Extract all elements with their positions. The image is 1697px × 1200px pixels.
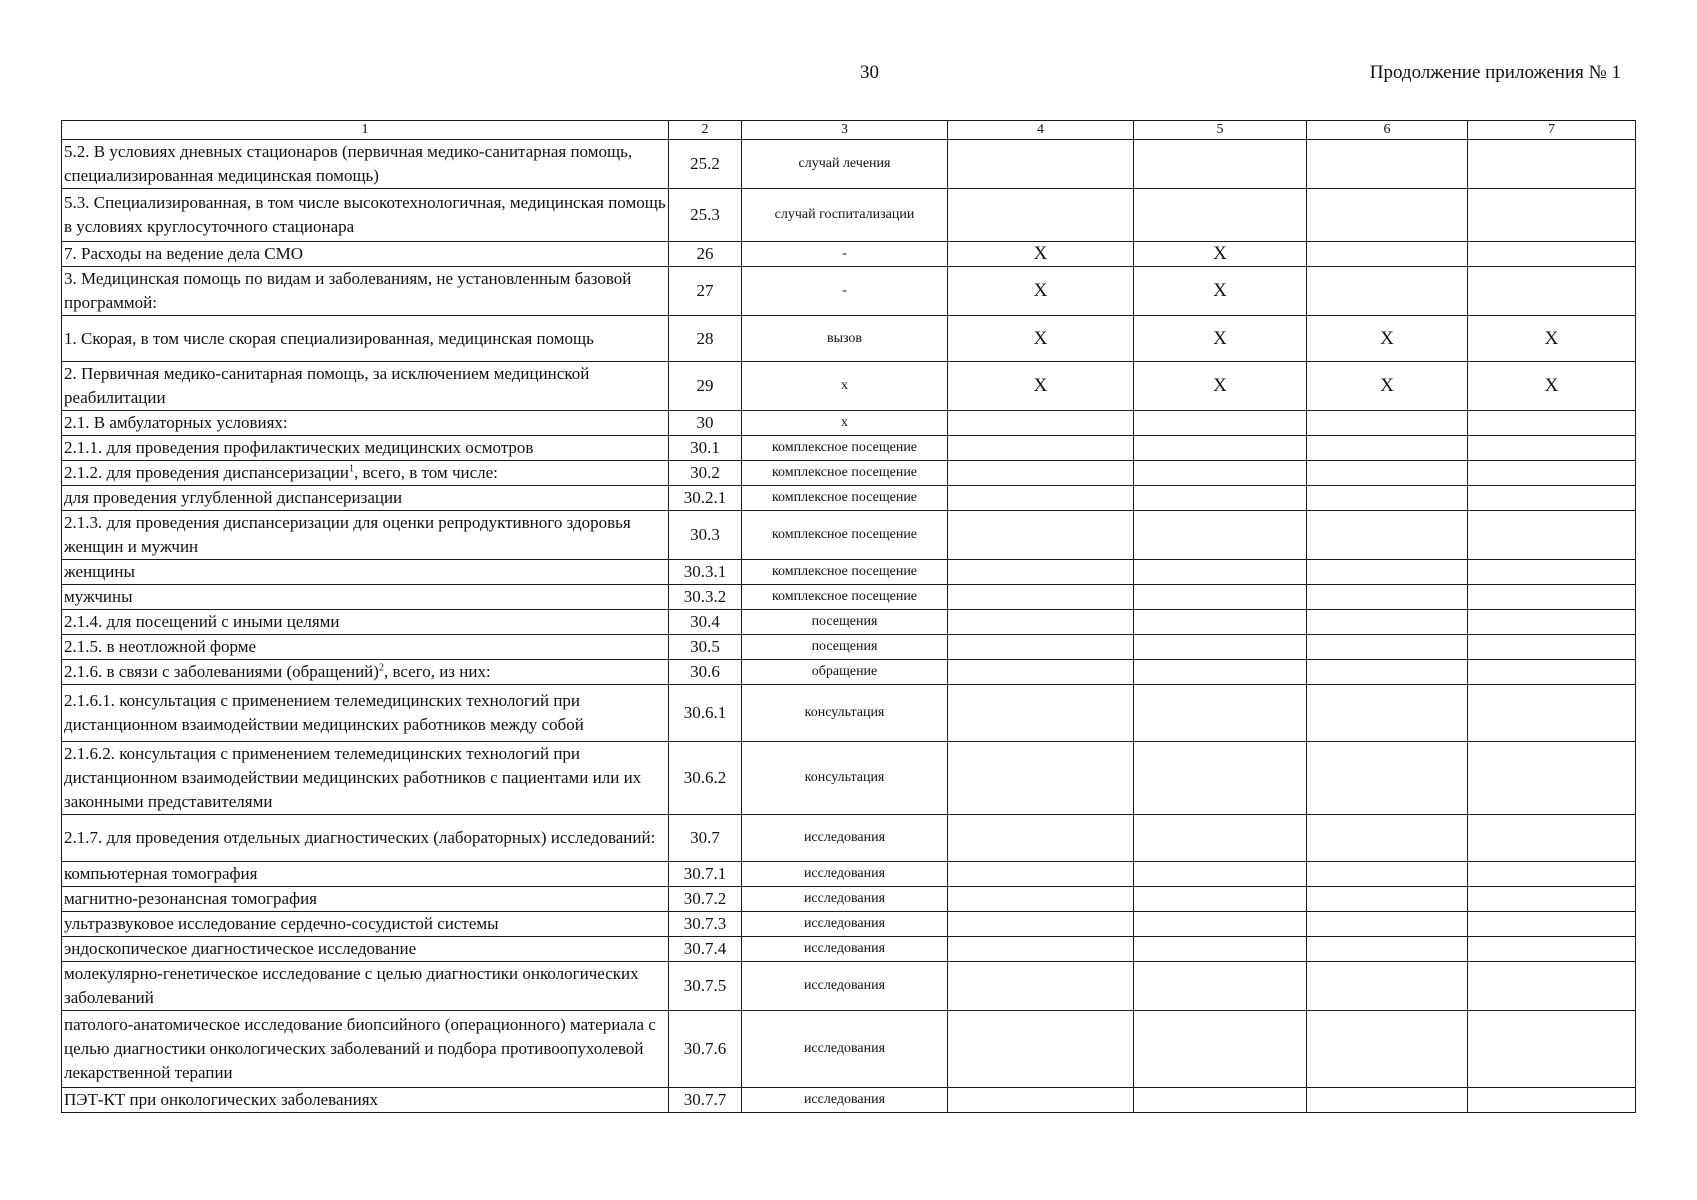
row-value-c6 — [1307, 610, 1468, 635]
row-code: 30.6.2 — [669, 742, 742, 815]
row-name: 2.1.5. в неотложной форме — [64, 637, 257, 656]
row-value-c6 — [1307, 635, 1468, 660]
row-code: 25.2 — [669, 140, 742, 189]
row-value-c7 — [1468, 1088, 1636, 1113]
row-value-c7 — [1468, 189, 1636, 242]
row-name: 2.1.6. в связи с заболеваниями (обращений) — [64, 662, 379, 681]
row-value-c4: X — [948, 362, 1134, 411]
table-row — [62, 267, 1636, 316]
row-value-c4 — [948, 511, 1134, 560]
row-unit: исследования — [742, 862, 948, 887]
row-name: ПЭТ-КТ при онкологических заболеваниях — [64, 1090, 379, 1109]
row-value-c4 — [948, 486, 1134, 511]
row-name-cell — [62, 912, 669, 937]
table-row — [62, 461, 1636, 486]
page-number: 30 — [860, 62, 879, 83]
row-value-c6 — [1307, 461, 1468, 486]
data-table — [61, 120, 1636, 1113]
row-value-c7 — [1468, 815, 1636, 862]
table-row — [62, 242, 1636, 267]
row-value-c6 — [1307, 937, 1468, 962]
row-name: 5.3. Специализированная, в том числе высокотехнологичная, медицинская помощь в условиях круглосуточного стационара — [64, 193, 666, 236]
row-value-c5 — [1134, 411, 1307, 436]
row-value-c6 — [1307, 436, 1468, 461]
row-value-c7 — [1468, 1011, 1636, 1088]
row-value-c4 — [948, 685, 1134, 742]
row-value-c4 — [948, 585, 1134, 610]
row-name: 7. Расходы на ведение дела СМО — [64, 244, 304, 263]
row-code: 29 — [669, 362, 742, 411]
row-name: 2.1.7. для проведения отдельных диагностических (лабораторных) исследований: — [64, 828, 656, 847]
row-value-c6 — [1307, 815, 1468, 862]
table-row — [62, 511, 1636, 560]
row-unit: обращение — [742, 660, 948, 685]
row-code: 30.7.1 — [669, 862, 742, 887]
row-name-continuation: , всего, из них: — [383, 662, 491, 681]
table-row — [62, 140, 1636, 189]
row-value-c7 — [1468, 685, 1636, 742]
row-value-c6 — [1307, 486, 1468, 511]
row-name: мужчины — [64, 587, 133, 606]
row-code: 30.7.3 — [669, 912, 742, 937]
row-value-c7: X — [1468, 362, 1636, 411]
row-name: 3. Медицинская помощь по видам и заболеваниям, не установленным базовой программой: — [64, 269, 632, 312]
row-value-c5 — [1134, 962, 1307, 1011]
row-value-c5 — [1134, 635, 1307, 660]
row-value-c7 — [1468, 242, 1636, 267]
table-row — [62, 660, 1636, 685]
row-value-c7 — [1468, 560, 1636, 585]
row-value-c4 — [948, 610, 1134, 635]
table-row — [62, 362, 1636, 411]
row-code: 30.7.2 — [669, 887, 742, 912]
row-name-cell — [62, 685, 669, 742]
column-header-1: 1 — [62, 121, 669, 140]
row-name-cell — [62, 862, 669, 887]
row-name: 2.1.3. для проведения диспансеризации для оценки репродуктивного здоровья женщин и мужчин — [64, 513, 631, 556]
row-value-c4: X — [948, 267, 1134, 316]
row-name-cell — [62, 486, 669, 511]
row-value-c4 — [948, 1011, 1134, 1088]
row-name-cell — [62, 887, 669, 912]
table-row — [62, 685, 1636, 742]
row-value-c6 — [1307, 511, 1468, 560]
row-name: 2.1.1. для проведения профилактических медицинских осмотров — [64, 438, 534, 457]
row-name: 2. Первичная медико-санитарная помощь, за исключением медицинской реабилитации — [64, 364, 590, 407]
row-value-c7 — [1468, 742, 1636, 815]
row-value-c4 — [948, 411, 1134, 436]
row-name-cell — [62, 660, 669, 685]
row-unit: х — [742, 362, 948, 411]
row-value-c7: X — [1468, 316, 1636, 362]
row-code: 28 — [669, 316, 742, 362]
row-value-c7 — [1468, 267, 1636, 316]
row-value-c6 — [1307, 660, 1468, 685]
row-value-c5 — [1134, 1011, 1307, 1088]
row-name-cell — [62, 242, 669, 267]
row-value-c4 — [948, 140, 1134, 189]
row-value-c7 — [1468, 635, 1636, 660]
row-value-c5 — [1134, 189, 1307, 242]
row-value-c5 — [1134, 937, 1307, 962]
row-value-c6 — [1307, 560, 1468, 585]
row-value-c5 — [1134, 585, 1307, 610]
row-value-c6 — [1307, 962, 1468, 1011]
row-value-c7 — [1468, 887, 1636, 912]
table-row — [62, 742, 1636, 815]
row-unit: - — [742, 267, 948, 316]
row-value-c4 — [948, 887, 1134, 912]
row-code: 26 — [669, 242, 742, 267]
row-value-c4: X — [948, 316, 1134, 362]
row-value-c5 — [1134, 815, 1307, 862]
table-row — [62, 635, 1636, 660]
row-value-c5: X — [1134, 242, 1307, 267]
row-code: 27 — [669, 267, 742, 316]
row-value-c5 — [1134, 660, 1307, 685]
row-value-c5 — [1134, 436, 1307, 461]
row-value-c6 — [1307, 140, 1468, 189]
row-value-c7 — [1468, 610, 1636, 635]
row-unit: исследования — [742, 887, 948, 912]
row-value-c5 — [1134, 685, 1307, 742]
row-name: 1. Скорая, в том числе скорая специализированная, медицинская помощь — [64, 328, 594, 348]
row-name-cell — [62, 267, 669, 316]
row-unit: случай лечения — [742, 140, 948, 189]
table-row — [62, 962, 1636, 1011]
row-unit: исследования — [742, 815, 948, 862]
row-name: молекулярно-генетическое исследование с целью диагностики онкологических заболеваний — [64, 964, 639, 1007]
row-unit: исследования — [742, 1088, 948, 1113]
row-name: женщины — [64, 562, 135, 581]
table-row — [62, 912, 1636, 937]
column-header-3: 3 — [742, 121, 948, 140]
row-name-cell — [62, 362, 669, 411]
row-code: 30.3.1 — [669, 560, 742, 585]
row-name-cell — [62, 937, 669, 962]
appendix-continuation-note: Продолжение приложения № 1 — [1369, 62, 1621, 83]
footnote-marker: 2 — [378, 662, 384, 674]
row-value-c6 — [1307, 189, 1468, 242]
row-value-c4 — [948, 1088, 1134, 1113]
row-unit: комплексное посещение — [742, 461, 948, 486]
row-name: патолого-анатомическое исследование биопсийного (операционного) материала с целью диагностики онкологических заболеваний и подбора противоопухолевой лекарственной терапии — [64, 1015, 656, 1082]
row-name: для проведения углубленной диспансеризации — [64, 488, 403, 507]
row-name: эндоскопическое диагностическое исследование — [64, 939, 417, 958]
row-unit: посещения — [742, 635, 948, 660]
row-name-cell — [62, 610, 669, 635]
row-name-cell — [62, 316, 669, 362]
row-unit: комплексное посещение — [742, 436, 948, 461]
row-name-cell — [62, 140, 669, 189]
row-value-c7 — [1468, 411, 1636, 436]
row-code: 30.3 — [669, 511, 742, 560]
row-value-c6 — [1307, 742, 1468, 815]
row-value-c5 — [1134, 887, 1307, 912]
column-header-7: 7 — [1468, 121, 1636, 140]
row-unit: исследования — [742, 962, 948, 1011]
row-value-c5 — [1134, 610, 1307, 635]
row-value-c7 — [1468, 140, 1636, 189]
row-name-cell — [62, 189, 669, 242]
row-value-c6 — [1307, 685, 1468, 742]
row-unit: посещения — [742, 610, 948, 635]
row-value-c4 — [948, 560, 1134, 585]
row-code: 30.2.1 — [669, 486, 742, 511]
row-name-cell — [62, 1011, 669, 1088]
row-name-cell — [62, 461, 669, 486]
table-row — [62, 486, 1636, 511]
row-value-c7 — [1468, 585, 1636, 610]
row-value-c6 — [1307, 585, 1468, 610]
row-value-c6: X — [1307, 316, 1468, 362]
row-code: 30 — [669, 411, 742, 436]
row-name: 2.1.2. для проведения диспансеризации — [64, 463, 349, 482]
row-value-c6 — [1307, 862, 1468, 887]
row-value-c6 — [1307, 1011, 1468, 1088]
row-name-cell — [62, 635, 669, 660]
row-unit: комплексное посещение — [742, 560, 948, 585]
table-row — [62, 585, 1636, 610]
row-value-c5: X — [1134, 267, 1307, 316]
row-value-c5: X — [1134, 362, 1307, 411]
row-name: магнитно-резонансная томография — [64, 889, 317, 908]
row-value-c7 — [1468, 962, 1636, 1011]
row-value-c4 — [948, 635, 1134, 660]
row-value-c5 — [1134, 461, 1307, 486]
row-code: 30.7 — [669, 815, 742, 862]
row-value-c4 — [948, 862, 1134, 887]
table-row — [62, 815, 1636, 862]
row-value-c5 — [1134, 912, 1307, 937]
row-value-c4 — [948, 742, 1134, 815]
row-value-c5: X — [1134, 316, 1307, 362]
row-value-c4 — [948, 912, 1134, 937]
row-name: 2.1.6.1. консультация с применением телемедицинских технологий при дистанционном взаимодействии медицинских работников между собой — [64, 691, 584, 734]
row-value-c4 — [948, 962, 1134, 1011]
row-value-c4 — [948, 461, 1134, 486]
row-unit: вызов — [742, 316, 948, 362]
row-code: 25.3 — [669, 189, 742, 242]
row-value-c4: X — [948, 242, 1134, 267]
table-row — [62, 189, 1636, 242]
row-value-c5 — [1134, 511, 1307, 560]
row-code: 30.6 — [669, 660, 742, 685]
row-code: 30.4 — [669, 610, 742, 635]
row-value-c6 — [1307, 887, 1468, 912]
column-header-row — [62, 121, 1636, 140]
row-code: 30.7.6 — [669, 1011, 742, 1088]
row-name-cell — [62, 815, 669, 862]
row-unit: консультация — [742, 685, 948, 742]
row-value-c5 — [1134, 486, 1307, 511]
row-code: 30.6.1 — [669, 685, 742, 742]
row-unit: комплексное посещение — [742, 486, 948, 511]
row-value-c4 — [948, 815, 1134, 862]
table-row — [62, 887, 1636, 912]
table-row — [62, 560, 1636, 585]
row-name: ультразвуковое исследование сердечно-сосудистой системы — [64, 914, 499, 933]
row-name-cell — [62, 742, 669, 815]
row-name-cell — [62, 1088, 669, 1113]
row-name: 2.1.6.2. консультация с применением телемедицинских технологий при дистанционном взаимодействии медицинских работников с пациентами или их законными представителями — [64, 744, 642, 811]
row-name-cell — [62, 411, 669, 436]
row-unit: комплексное посещение — [742, 511, 948, 560]
row-name-cell — [62, 585, 669, 610]
table-row — [62, 316, 1636, 362]
row-code: 30.2 — [669, 461, 742, 486]
table-row — [62, 1088, 1636, 1113]
row-name-cell — [62, 436, 669, 461]
row-unit: исследования — [742, 937, 948, 962]
row-name-continuation: , всего, в том числе: — [354, 463, 498, 482]
table-row — [62, 1011, 1636, 1088]
row-value-c7 — [1468, 937, 1636, 962]
row-value-c7 — [1468, 862, 1636, 887]
row-value-c5 — [1134, 742, 1307, 815]
row-value-c7 — [1468, 486, 1636, 511]
column-header-6: 6 — [1307, 121, 1468, 140]
row-unit: х — [742, 411, 948, 436]
column-header-5: 5 — [1134, 121, 1307, 140]
row-name: компьютерная томография — [64, 864, 258, 883]
row-value-c6 — [1307, 1088, 1468, 1113]
row-value-c7 — [1468, 660, 1636, 685]
column-header-4: 4 — [948, 121, 1134, 140]
column-header-2: 2 — [669, 121, 742, 140]
row-value-c6 — [1307, 411, 1468, 436]
table-row — [62, 937, 1636, 962]
row-value-c7 — [1468, 436, 1636, 461]
row-value-c6 — [1307, 267, 1468, 316]
row-value-c4 — [948, 189, 1134, 242]
row-unit: - — [742, 242, 948, 267]
row-unit: исследования — [742, 1011, 948, 1088]
row-value-c4 — [948, 660, 1134, 685]
row-name-cell — [62, 560, 669, 585]
table-row — [62, 610, 1636, 635]
table-row — [62, 436, 1636, 461]
row-name-cell — [62, 511, 669, 560]
row-code: 30.7.5 — [669, 962, 742, 1011]
row-code: 30.7.4 — [669, 937, 742, 962]
table-row — [62, 411, 1636, 436]
row-value-c6: X — [1307, 362, 1468, 411]
row-value-c7 — [1468, 912, 1636, 937]
row-value-c6 — [1307, 912, 1468, 937]
row-value-c4 — [948, 436, 1134, 461]
row-value-c7 — [1468, 511, 1636, 560]
row-code: 30.5 — [669, 635, 742, 660]
row-value-c5 — [1134, 1088, 1307, 1113]
row-value-c4 — [948, 937, 1134, 962]
row-unit: консультация — [742, 742, 948, 815]
row-unit: комплексное посещение — [742, 585, 948, 610]
row-value-c6 — [1307, 242, 1468, 267]
row-value-c5 — [1134, 140, 1307, 189]
row-value-c7 — [1468, 461, 1636, 486]
row-name: 2.1. В амбулаторных условиях: — [64, 413, 288, 432]
row-name: 5.2. В условиях дневных стационаров (первичная медико-санитарная помощь, специализированная медицинская помощь) — [64, 142, 633, 185]
row-name: 2.1.4. для посещений с иными целями — [64, 612, 340, 631]
table-row — [62, 862, 1636, 887]
row-value-c5 — [1134, 862, 1307, 887]
row-value-c5 — [1134, 560, 1307, 585]
row-unit: исследования — [742, 912, 948, 937]
row-name-cell — [62, 962, 669, 1011]
row-code: 30.1 — [669, 436, 742, 461]
row-code: 30.3.2 — [669, 585, 742, 610]
row-unit: случай госпитализации — [742, 189, 948, 242]
row-code: 30.7.7 — [669, 1088, 742, 1113]
footnote-marker: 1 — [349, 463, 354, 475]
